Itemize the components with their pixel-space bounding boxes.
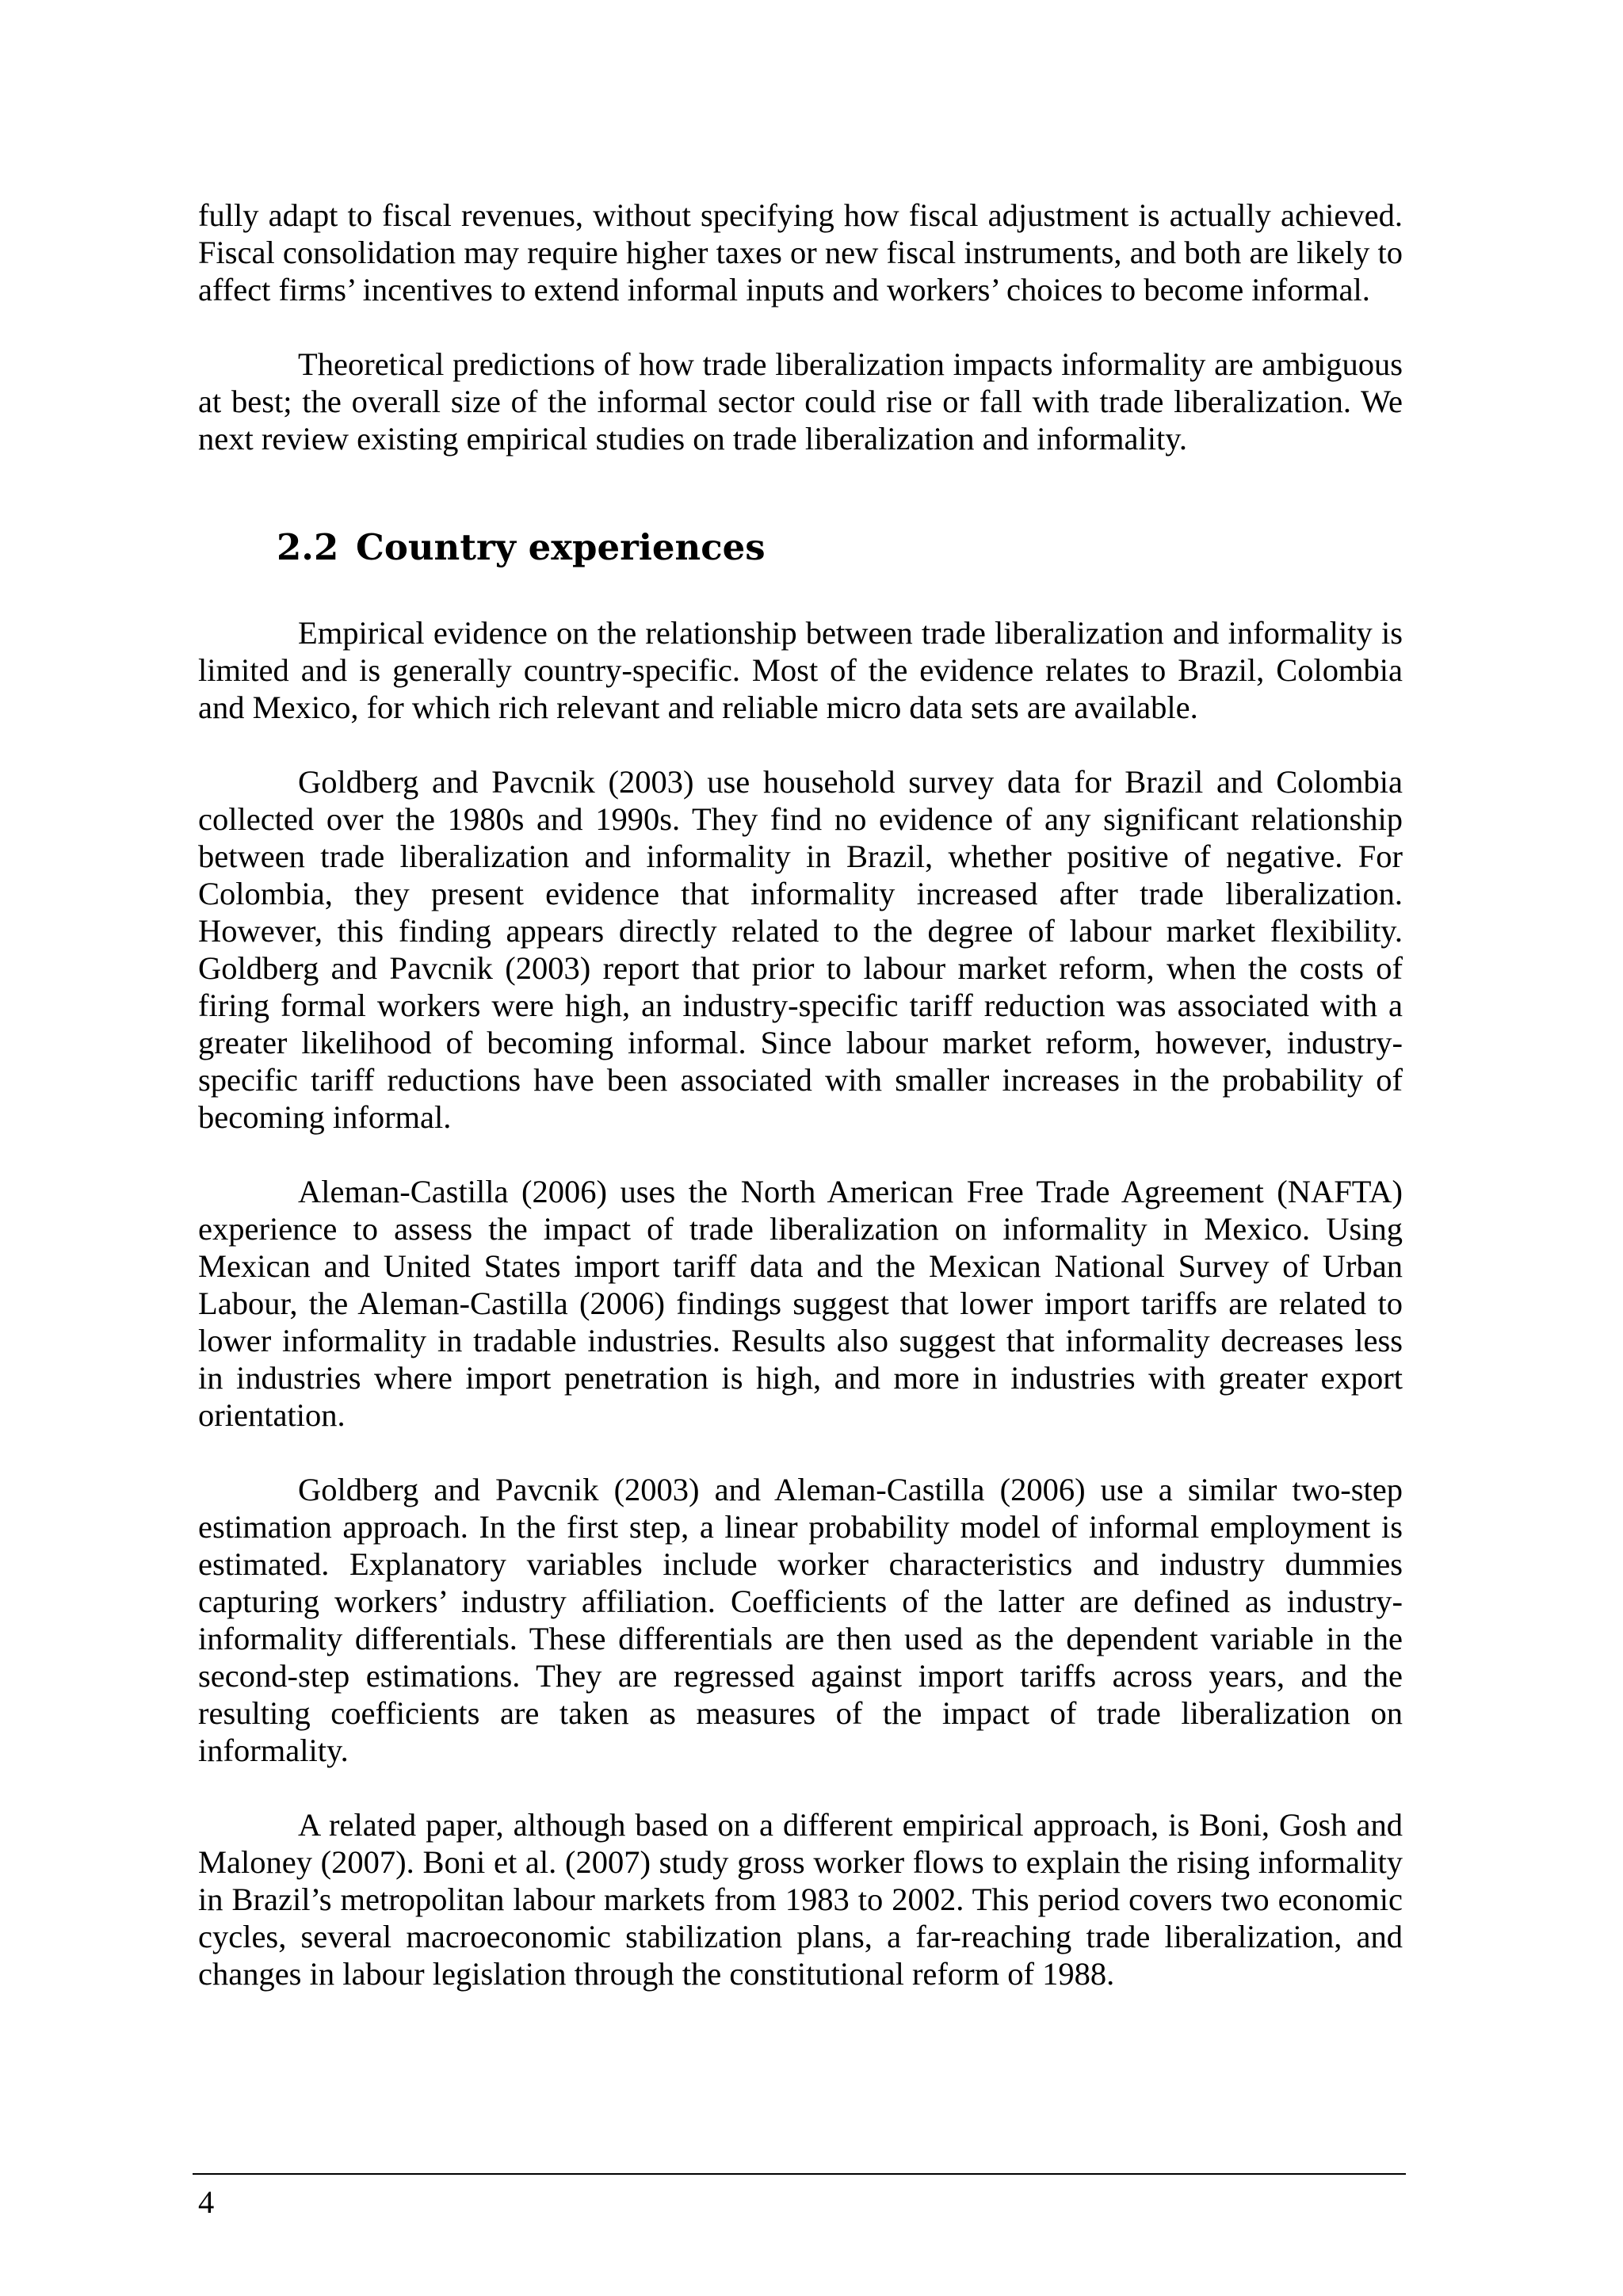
- paragraph-boni-gosh-maloney: A related paper, although based on a different empirical approach, is Boni, Gosh and Maloney (2007). Boni et al. (2007) study gross worker flows to explain the rising informality in Brazil’s metropolitan labour markets from 1983 to 2002. This period covers two economic cycles, several macroeconomic stabilization plans, a far-reaching trade liberalization, and changes in labour legislation through the constitutional reform of 1988.: [198, 1807, 1403, 1992]
- section-heading: [198, 525, 1403, 570]
- page-number: 4: [198, 2184, 215, 2220]
- footer-divider: [193, 2173, 1406, 2175]
- section-title: Country experiences: [356, 526, 766, 568]
- paragraph-theoretical-predictions: Theoretical predictions of how trade liberalization impacts informality are ambiguous at best; the overall size of the informal sector could rise or fall with trade liberalization. We next review existing empirical studies on trade liberalization and informality.: [198, 346, 1403, 457]
- paragraph-aleman-castilla: Aleman-Castilla (2006) uses the North American Free Trade Agreement (NAFTA) experience to assess the impact of trade liberalization on informality in Mexico. Using Mexican and United States import tariff data and the Mexican National Survey of Urban Labour, the Aleman-Castilla (2006) findings suggest that lower import tariffs are related to lower informality in tradable industries. Results also suggest that informality decreases less in industries where import penetration is high, and more in industries with greater export orientation.: [198, 1174, 1403, 1433]
- page-body: [198, 197, 1403, 1992]
- section-number: 2.2: [277, 526, 339, 568]
- paragraph-continuation: fully adapt to fiscal revenues, without specifying how fiscal adjustment is actually achieved. Fiscal consolidation may require higher taxes or new fiscal instruments, and both are likely to affect firms’ incentives to extend informal inputs and workers’ choices to become informal.: [198, 197, 1403, 308]
- paragraph-empirical-evidence: Empirical evidence on the relationship between trade liberalization and informality is limited and is generally country-specific. Most of the evidence relates to Brazil, Colombia and Mexico, for which rich relevant and reliable micro data sets are available.: [198, 615, 1403, 725]
- paragraph-two-step-estimation: Goldberg and Pavcnik (2003) and Aleman-Castilla (2006) use a similar two-step estimation approach. In the first step, a linear probability model of informal employment is estimated. Explanatory variables include worker characteristics and industry dummies capturing workers’ industry affiliation. Coefficients of the latter are defined as industry-informality differentials. These differentials are then used as the dependent variable in the second-step estimations. They are regressed against import tariffs across years, and the resulting coefficients are taken as measures of the impact of trade liberalization on informality.: [198, 1472, 1403, 1768]
- paragraph-goldberg-pavcnik: Goldberg and Pavcnik (2003) use household survey data for Brazil and Colombia collected over the 1980s and 1990s. They find no evidence of any significant relationship between trade liberalization and informality in Brazil, whether positive of negative. For Colombia, they present evidence that informality increased after trade liberalization. However, this finding appears directly related to the degree of labour market flexibility. Goldberg and Pavcnik (2003) report that prior to labour market reform, when the costs of firing formal workers were high, an industry-specific tariff reduction was associated with a greater likelihood of becoming informal. Since labour market reform, however, industry-specific tariff reductions have been associated with smaller increases in the probability of becoming informal.: [198, 764, 1403, 1135]
